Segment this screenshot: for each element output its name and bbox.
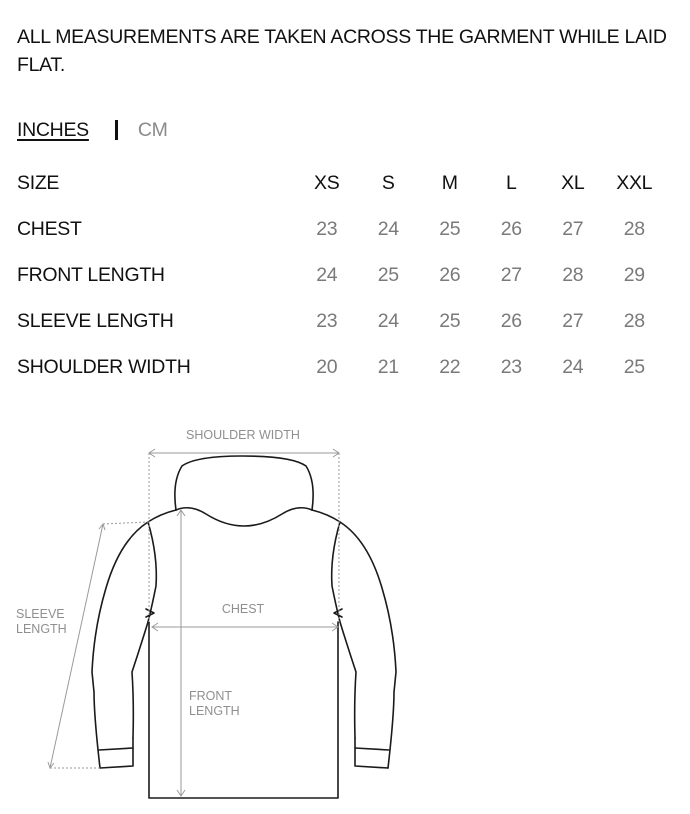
front-length-row — [17, 252, 665, 298]
unit-cm-tab[interactable]: CM — [137, 118, 168, 141]
shoulder-width-row — [17, 344, 665, 390]
size-header-row — [17, 160, 665, 206]
row-label: SLEEVE LENGTH — [17, 309, 174, 332]
size-xs-header: XS — [314, 171, 340, 194]
table-cell: 24 — [377, 309, 399, 332]
table-cell: 23 — [316, 309, 338, 332]
table-cell: 28 — [562, 263, 584, 286]
unit-divider — [115, 120, 118, 140]
shoulder-width-label: SHOULDER WIDTH — [186, 428, 300, 442]
table-cell: 28 — [623, 309, 645, 332]
sleeve-length-label-line1: SLEEVE — [16, 607, 65, 621]
front-length-label-line2: LENGTH — [189, 704, 240, 718]
hoodie-measurement-diagram — [0, 410, 440, 810]
row-label: FRONT LENGTH — [17, 263, 165, 286]
table-cell: 29 — [623, 263, 645, 286]
size-s-header: S — [381, 171, 395, 194]
table-cell: 26 — [439, 263, 461, 286]
table-cell: 23 — [316, 217, 338, 240]
table-cell: 27 — [562, 217, 584, 240]
table-cell: 27 — [562, 309, 584, 332]
measurement-guides — [48, 449, 339, 796]
size-xxl-header: XXL — [616, 171, 653, 194]
table-cell: 27 — [500, 263, 522, 286]
size-l-header: L — [505, 171, 517, 194]
table-cell: 25 — [439, 217, 461, 240]
sleeve-length-row — [17, 298, 665, 344]
table-cell: 24 — [562, 355, 584, 378]
table-cell: 25 — [377, 263, 399, 286]
sleeve-length-label-line2: LENGTH — [16, 622, 67, 636]
table-cell: 28 — [623, 217, 645, 240]
front-length-label-line1: FRONT — [189, 689, 233, 703]
table-cell: 25 — [439, 309, 461, 332]
table-cell: 24 — [316, 263, 338, 286]
size-column-label: SIZE — [17, 171, 60, 194]
size-m-header: M — [441, 171, 458, 194]
table-cell: 25 — [623, 355, 645, 378]
table-cell: 23 — [500, 355, 522, 378]
table-cell: 22 — [439, 355, 461, 378]
table-cell: 20 — [316, 355, 338, 378]
chest-row — [17, 206, 665, 252]
row-label: SHOULDER WIDTH — [17, 355, 191, 378]
size-xl-header: XL — [561, 171, 585, 194]
unit-inches-tab[interactable]: INCHES — [17, 118, 89, 141]
unit-toggle — [17, 118, 168, 142]
chest-label: CHEST — [221, 602, 265, 616]
table-cell: 26 — [500, 217, 522, 240]
size-chart-table — [17, 160, 665, 390]
measurement-note: ALL MEASUREMENTS ARE TAKEN ACROSS THE GARMENT WHILE LAID FLAT. — [17, 26, 667, 76]
table-cell: 24 — [377, 217, 399, 240]
table-cell: 26 — [500, 309, 522, 332]
row-label: CHEST — [17, 217, 82, 240]
table-cell: 21 — [377, 355, 399, 378]
